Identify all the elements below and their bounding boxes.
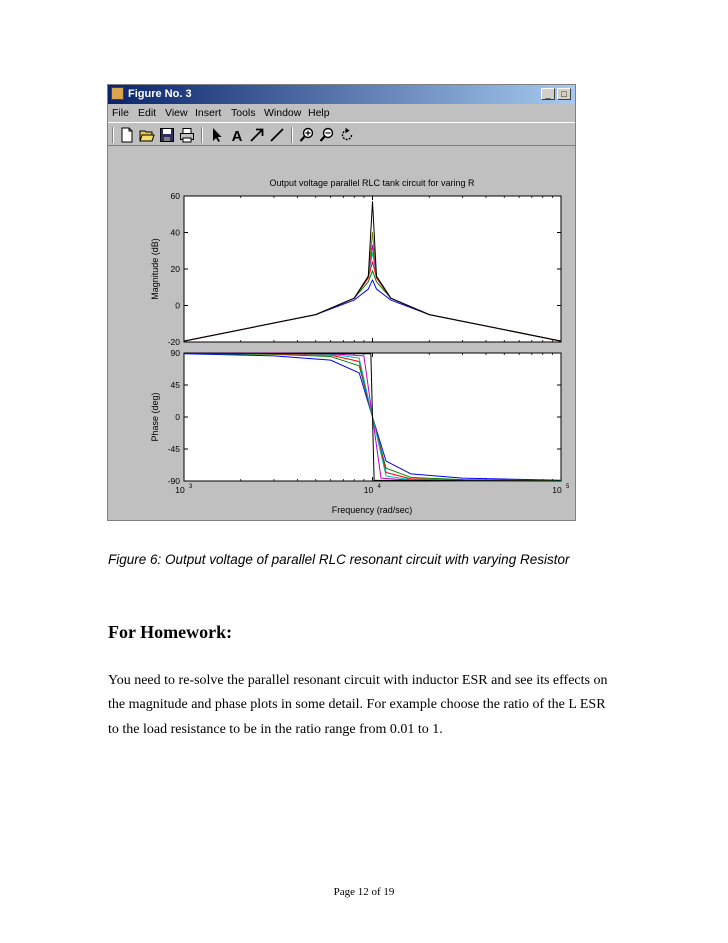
x-tick-label: 10 [552,485,562,495]
minimize-button[interactable]: _ [541,88,555,100]
figure-window [107,84,576,521]
y-tick-label: -20 [167,337,180,347]
bode-plot [108,85,575,520]
y-tick-label: 0 [175,412,180,422]
menu-edit[interactable]: Edit [138,107,157,119]
y-tick-label: 45 [170,380,180,390]
homework-text-line: You need to re-solve the parallel resonant circuit with inductor ESR and see its effects on [108,673,608,688]
menu-tools[interactable]: Tools [231,107,256,119]
x-tick-label: 10 [363,485,374,495]
y-tick-label: 20 [170,264,180,274]
y-tick-label: 90 [170,348,180,358]
figure-caption: Figure 6: Output voltage of parallel RLC resonant circuit with varying Resistor [108,552,570,567]
phase-y-axis-label: Phase (deg) [150,392,160,442]
menu-view[interactable]: View [165,107,188,119]
menu-insert[interactable]: Insert [195,107,222,119]
magnitude-plot-title: Output voltage parallel RLC tank circuit for varing R [269,178,475,188]
page-number-footer: Page 12 of 19 [333,886,395,898]
y-tick-label: 0 [175,300,180,311]
homework-text-line: to the load resistance to be in the ratio range from 0.01 to 1. [108,722,443,737]
menu-help[interactable]: Help [308,107,330,119]
homework-heading: For Homework: [108,622,233,642]
magnitude-y-axis-label: Magnitude (dB) [150,238,160,300]
window-title: Figure No. 3 [128,88,192,100]
homework-text-line: the magnitude and phase plots in some detail. For example choose the ratio of the L ESR [108,697,606,712]
y-tick-label: -45 [167,444,180,454]
y-tick-label: 60 [170,191,180,201]
x-tick-label: 10 [175,485,185,495]
x-tick-exponent: 4 [377,484,381,490]
menu-file[interactable]: File [112,107,129,119]
frequency-x-axis-label: Frequency (rad/sec) [331,505,413,515]
y-tick-label: -90 [167,476,180,486]
magnitude-axes [184,196,561,342]
y-tick-label: 40 [170,227,180,238]
svg-text:A: A [231,128,243,143]
x-tick-exponent: 5 [566,484,570,490]
maximize-button[interactable]: □ [557,88,571,100]
x-tick-exponent: 3 [189,484,193,490]
menu-window[interactable]: Window [264,107,302,119]
